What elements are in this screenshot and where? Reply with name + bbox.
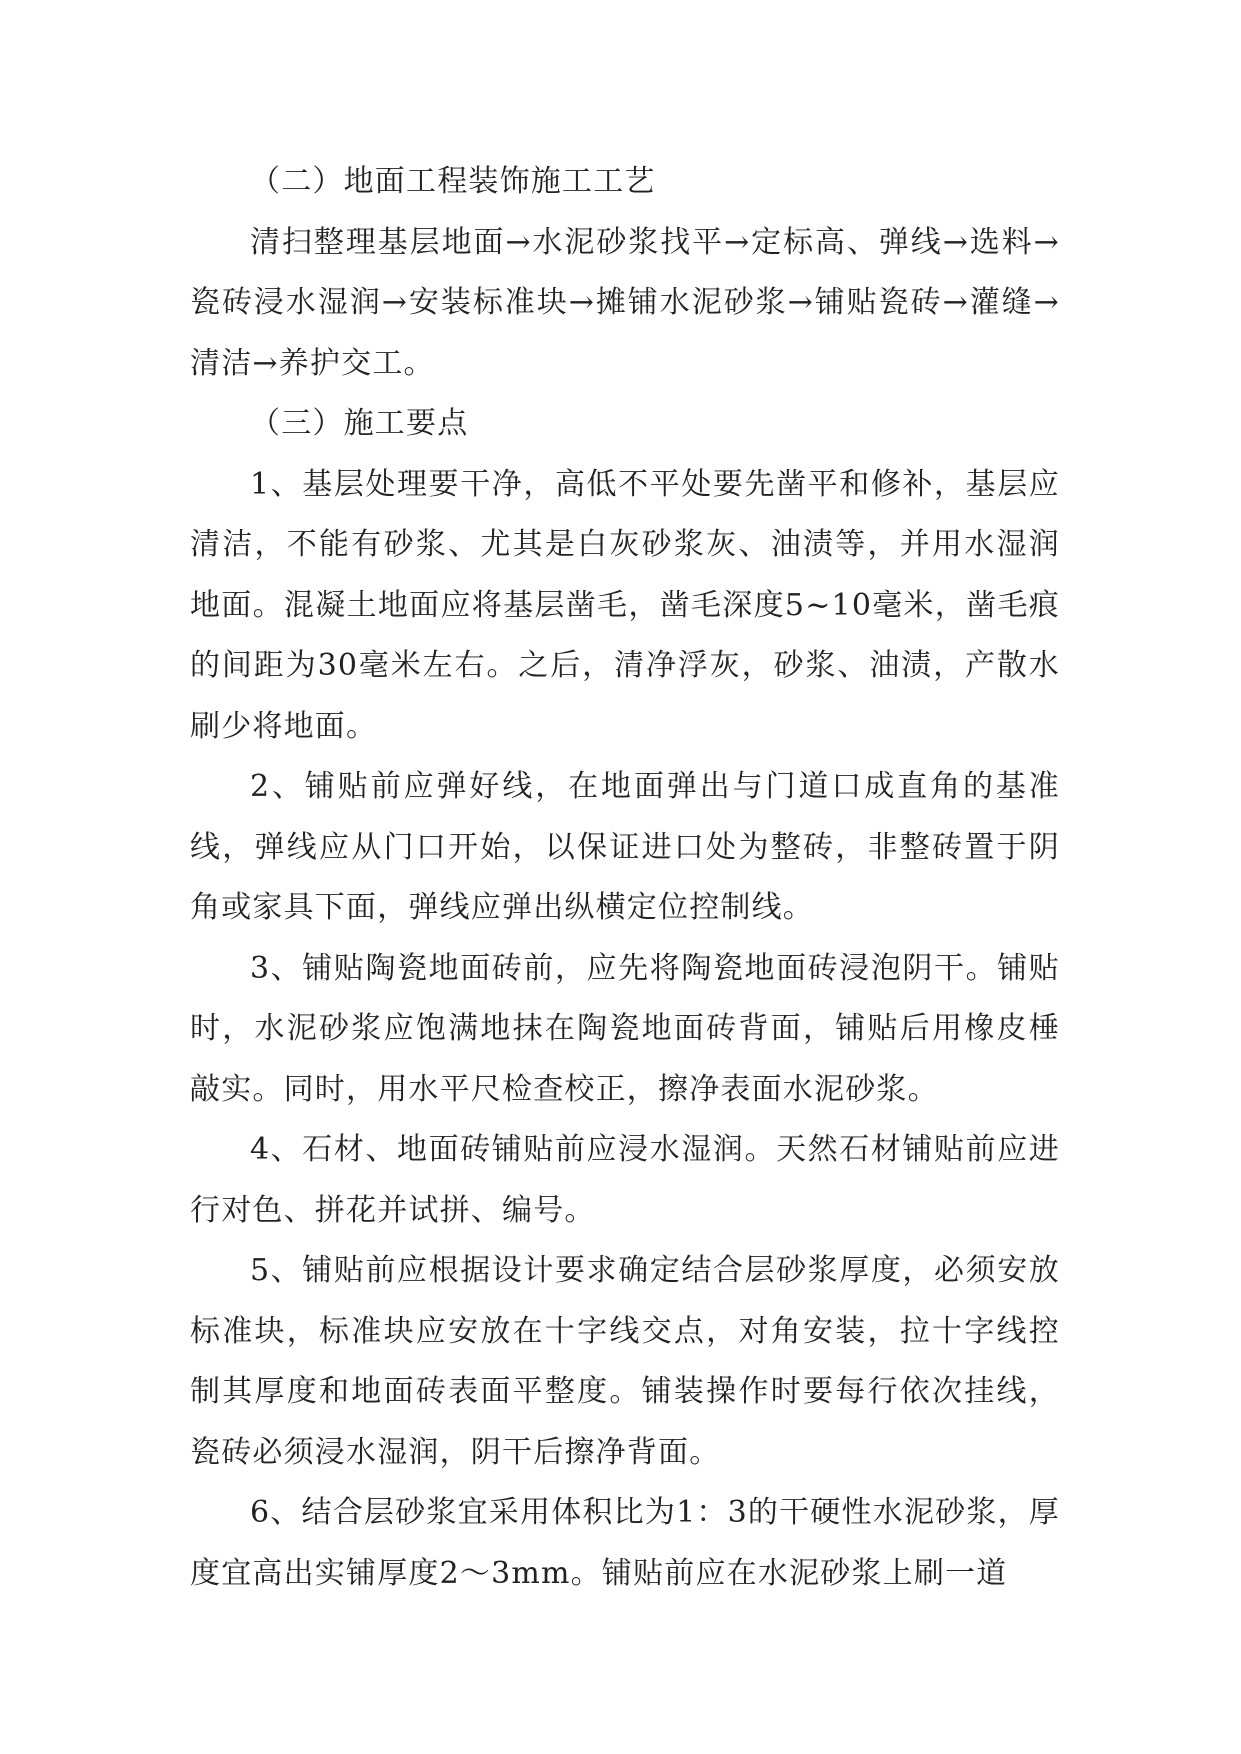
paragraph-point-3: 3、铺贴陶瓷地面砖前，应先将陶瓷地面砖浸泡阴干。铺贴时，水泥砂浆应饱满地抹在陶瓷地面砖背面，铺贴后用橡皮棰敲实。同时，用水平尺检查校正，擦净表面水泥砂浆。 (190, 950, 1060, 1107)
paragraph-point-2: 2、铺贴前应弹好线，在地面弹出与门道口成直角的基准线，弹线应从门口开始，以保证进口处为整砖，非整砖置于阴角或家具下面，弹线应弹出纵横定位控制线。 (190, 769, 1060, 925)
section-heading-key-points: （三）施工要点 (250, 406, 469, 441)
paragraph-point-6: 6、结合层砂浆宜采用体积比为1：3的干硬性水泥砂浆，厚度宜高出实铺厚度2～3mm。铺贴前应在水泥砂浆上刷一道 (190, 1495, 1060, 1591)
paragraph-process-flow: 清扫整理基层地面→水泥砂浆找平→定标高、弹线→选料→瓷砖浸水湿润→安装标准块→摊铺水泥砂浆→铺贴瓷砖→灌缝→清洁→养护交工。 (190, 224, 1060, 381)
document-body (190, 152, 1060, 1604)
paragraph-point-5: 5、铺贴前应根据设计要求确定结合层砂浆厚度，必须安放标准块，标准块应安放在十字线交点，对角安装，拉十字线控制其厚度和地面砖表面平整度。铺装操作时要每行依次挂线，瓷砖必须浸水湿润，阴干后擦净背面。 (190, 1253, 1060, 1470)
section-heading-process: （二）地面工程装饰施工工艺 (250, 164, 656, 199)
paragraph-point-1: 1、基层处理要干净，高低不平处要先凿平和修补，基层应清洁，不能有砂浆、尤其是白灰砂浆灰、油渍等，并用水湿润地面。混凝土地面应将基层凿毛，凿毛深度5~10毫米，凿毛痕的间距为30毫米左右。之后，清净浮灰，砂浆、油渍，产散水刷少将地面。 (190, 466, 1060, 744)
paragraph-point-4: 4、石材、地面砖铺贴前应浸水湿润。天然石材铺贴前应进行对色、拼花并试拼、编号。 (190, 1132, 1060, 1228)
